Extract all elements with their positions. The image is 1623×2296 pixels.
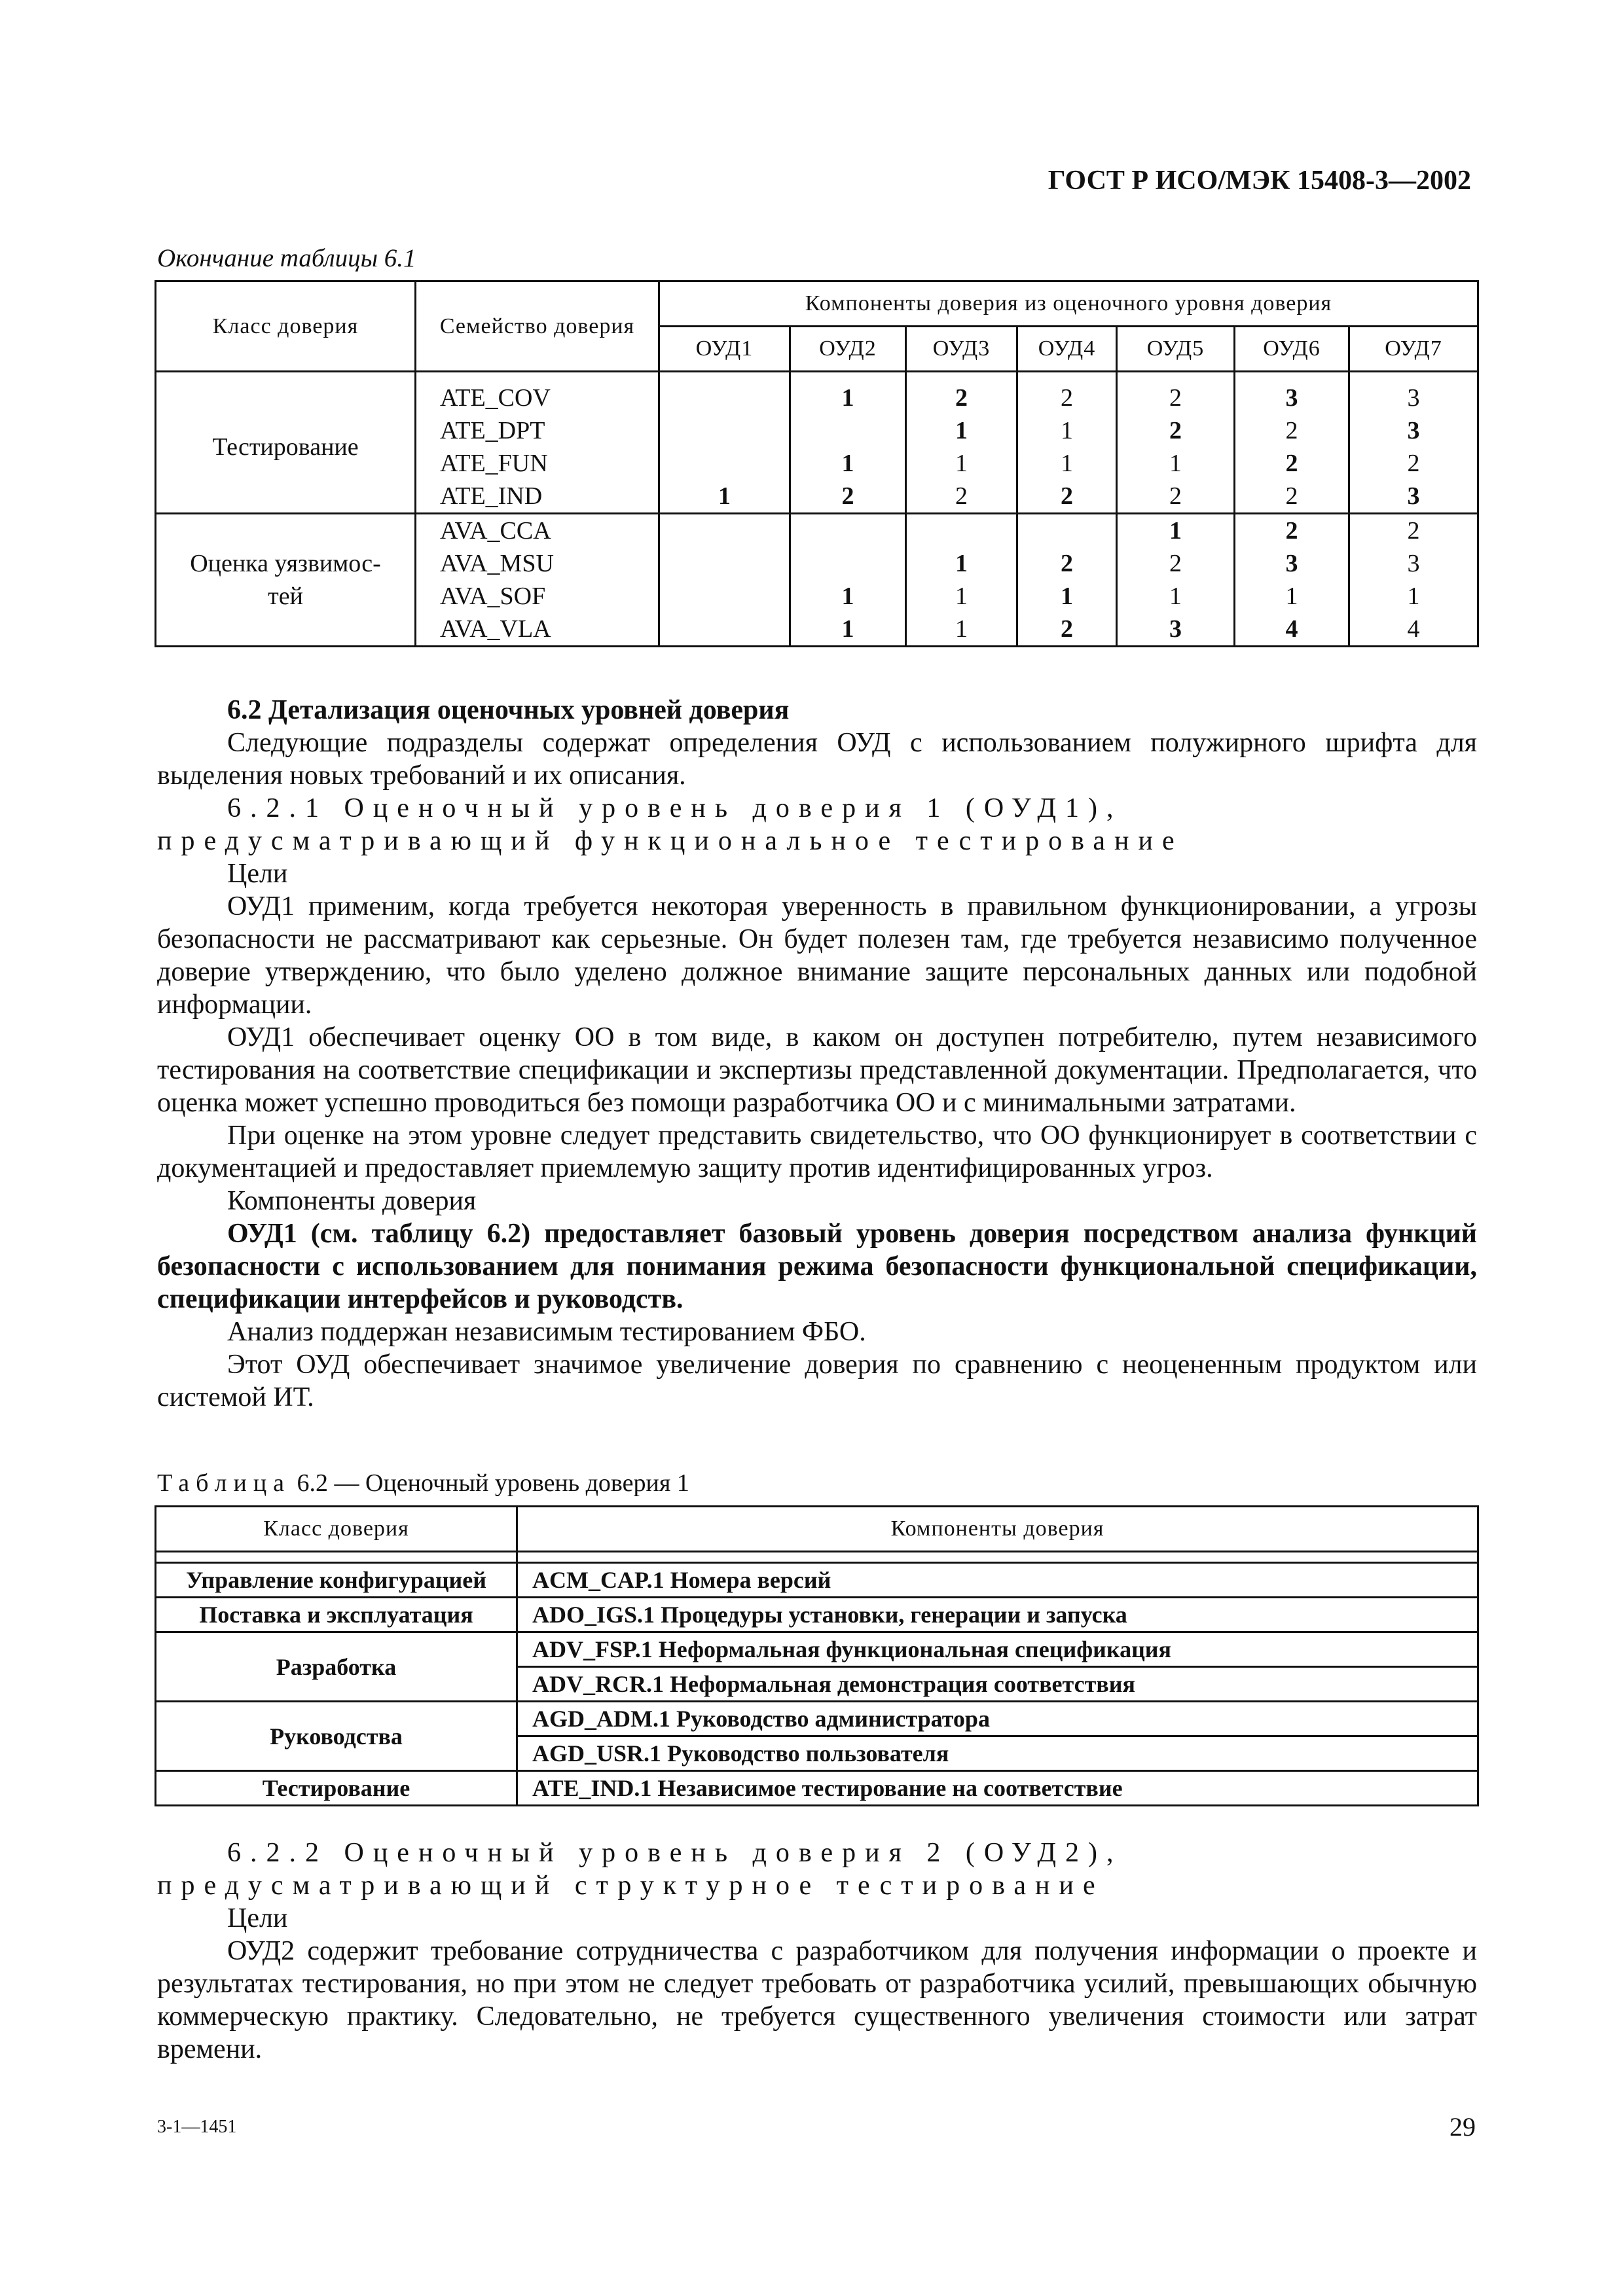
assurance-class: Тестирование: [156, 382, 416, 514]
component-level-cell: 4: [1235, 613, 1349, 647]
components-label: Компоненты доверия: [227, 1186, 477, 1216]
table-row: [156, 1563, 1478, 1598]
col-header-level: ОУД6: [1235, 327, 1349, 372]
assurance-family: AVA_CCA: [416, 514, 659, 548]
running-header: ГОСТ Р ИСО/МЭК 15408-3—2002: [1048, 166, 1471, 196]
table-title-rest: 6.2 — Оценочный уровень доверия 1: [297, 1469, 689, 1497]
table-6-2: [155, 1505, 1479, 1806]
assurance-family: AVA_MSU: [416, 547, 659, 580]
component-level-cell: 1: [1349, 580, 1478, 613]
component-level-cell: 2: [906, 480, 1017, 514]
component-level-cell: 1: [906, 447, 1017, 480]
table-6-2-title: [157, 1469, 689, 1498]
col-header-components: Компоненты доверия из оценочного уровня доверия: [659, 281, 1478, 327]
paragraph: Этот ОУД обеспечивает значимое увеличение доверия по сравнению с неоцененным продуктом или системой ИТ.: [157, 1350, 1477, 1412]
component-level-cell: 4: [1349, 613, 1478, 647]
component-level-cell: 2: [906, 382, 1017, 414]
component-level-cell: 2: [1017, 480, 1117, 514]
component-level-cell: [659, 447, 790, 480]
component-level-cell: 1: [906, 580, 1017, 613]
component-level-cell: 3: [1349, 547, 1478, 580]
paragraph: При оценке на этом уровне следует представить свидетельство, что ОО функционирует в соответствии с документацией и предоставляет приемлемую защиту против идентифицированных угроз.: [157, 1121, 1477, 1183]
intro-paragraph: Следующие подразделы содержат определения ОУД с использованием полужирного шрифта для выделения новых требований и их описания.: [157, 728, 1477, 791]
assurance-family: AVA_VLA: [416, 613, 659, 647]
component-level-cell: 2: [1235, 514, 1349, 548]
paragraph: ОУД1 применим, когда требуется некоторая уверенность в правильном функционировании, а угрозы безопасности не рассматривают как серьезные. Он будет полезен там, где требуется независимо полученное доверие утверждению, что было уделено должное внимание защите персональных данных или подобной информации.: [157, 891, 1477, 1020]
component-level-cell: 1: [790, 447, 906, 480]
component-level-cell: 1: [1117, 580, 1235, 613]
component-level-cell: 1: [659, 480, 790, 514]
col-header-family: Семейство доверия: [416, 281, 659, 372]
component-level-cell: 3: [1235, 382, 1349, 414]
assurance-class: Поставка и эксплуатация: [156, 1598, 517, 1632]
component-level-cell: 2: [1235, 480, 1349, 514]
col-header-class: Класс доверия: [156, 1507, 517, 1552]
component-level-cell: [790, 514, 906, 548]
assurance-family: ATE_FUN: [416, 447, 659, 480]
paragraph: ОУД1 обеспечивает оценку ОО в том виде, в каком он доступен потребителю, путем независимого тестирования на соответствие спецификации и экспертизы представленной документации. Предполагается, что оценка может успешно проводиться без помощи разработчика ОО и с минимальными затратами.: [157, 1022, 1477, 1118]
component-level-cell: 2: [1017, 382, 1117, 414]
component-level-cell: 1: [906, 414, 1017, 447]
component-level-cell: 3: [1235, 547, 1349, 580]
assurance-class: Разработка: [156, 1632, 517, 1702]
component-level-cell: 3: [1349, 414, 1478, 447]
component-level-cell: 1: [790, 580, 906, 613]
component-level-cell: [659, 514, 790, 548]
table-row: [156, 514, 1478, 548]
component-level-cell: 2: [1235, 414, 1349, 447]
assurance-component: ACM_CAP.1 Номера версий: [517, 1563, 1478, 1598]
component-level-cell: [906, 514, 1017, 548]
assurance-component: AGD_ADM.1 Руководство администратора: [517, 1702, 1478, 1736]
table-row: [156, 382, 1478, 414]
assurance-component: ADO_IGS.1 Процедуры установки, генерации и запуска: [517, 1598, 1478, 1632]
goals-label: Цели: [227, 1903, 288, 1933]
paragraph: ОУД2 содержит требование сотрудничества с разработчиком для получения информации о проекте и результатах тестирования, но при этом не следует требовать от разработчика усилий, превышающих обычную коммерческую практику. Следовательно, не требуется существенного увеличения стоимости или затрат времени.: [157, 1936, 1477, 2064]
paragraph: Анализ поддержан независимым тестированием ФБО.: [227, 1317, 866, 1347]
component-level-cell: 2: [1017, 547, 1117, 580]
component-level-cell: 3: [1349, 480, 1478, 514]
component-level-cell: 1: [906, 613, 1017, 647]
col-header-level: ОУД7: [1349, 327, 1478, 372]
component-level-cell: [659, 382, 790, 414]
print-code: 3-1—1451: [157, 2117, 237, 2137]
component-level-cell: 1: [1017, 414, 1117, 447]
table-row: [156, 1702, 1478, 1736]
component-level-cell: 1: [1017, 447, 1117, 480]
component-level-cell: 1: [1117, 447, 1235, 480]
component-level-cell: [659, 613, 790, 647]
table-row: [156, 1598, 1478, 1632]
col-header-level: ОУД1: [659, 327, 790, 372]
assurance-component: ATE_IND.1 Независимое тестирование на соответствие: [517, 1771, 1478, 1806]
component-level-cell: 2: [1349, 514, 1478, 548]
table-title-prefix: Таблица: [157, 1469, 291, 1497]
component-level-cell: [659, 580, 790, 613]
component-level-cell: 3: [1117, 613, 1235, 647]
page-number: 29: [1450, 2112, 1476, 2142]
col-header-components: Компоненты доверия: [517, 1507, 1478, 1552]
component-level-cell: 1: [1235, 580, 1349, 613]
col-header-class: Класс доверия: [156, 281, 416, 372]
component-level-cell: 2: [1117, 382, 1235, 414]
table-row: [156, 1632, 1478, 1667]
assurance-component: ADV_RCR.1 Неформальная демонстрация соответствия: [517, 1667, 1478, 1702]
component-level-cell: 2: [1117, 480, 1235, 514]
table-6-1-continuation-caption: Окончание таблицы 6.1: [157, 244, 416, 272]
component-level-cell: 2: [790, 480, 906, 514]
col-header-level: ОУД2: [790, 327, 906, 372]
component-level-cell: 2: [1117, 414, 1235, 447]
component-level-cell: [1017, 514, 1117, 548]
subsection-6-2-2-title: 6.2.2 Оценочный уровень доверия 2 (ОУД2), предусматривающий структурное тестирование: [157, 1838, 1123, 1901]
component-level-cell: 2: [1235, 447, 1349, 480]
assurance-component: ADV_FSP.1 Неформальная функциональная спецификация: [517, 1632, 1478, 1667]
component-level-cell: 2: [1349, 447, 1478, 480]
assurance-family: ATE_COV: [416, 382, 659, 414]
component-level-cell: 1: [790, 613, 906, 647]
component-level-cell: 3: [1349, 382, 1478, 414]
assurance-class: Оценка уязвимос- тей: [156, 514, 416, 647]
assurance-family: AVA_SOF: [416, 580, 659, 613]
section-6-2: [157, 694, 1477, 1414]
component-level-cell: [790, 547, 906, 580]
col-header-level: ОУД3: [906, 327, 1017, 372]
component-level-cell: 1: [790, 382, 906, 414]
subsection-6-2-1-title: 6.2.1 Оценочный уровень доверия 1 (ОУД1), предусматривающий функциональное тестирование: [157, 793, 1184, 856]
table-row: [156, 1771, 1478, 1806]
table-6-1: [155, 280, 1479, 647]
assurance-component: AGD_USR.1 Руководство пользователя: [517, 1736, 1478, 1771]
section-heading: 6.2 Детализация оценочных уровней доверия: [227, 695, 790, 725]
component-level-cell: 2: [1017, 613, 1117, 647]
assurance-class: Руководства: [156, 1702, 517, 1771]
component-level-cell: 1: [906, 547, 1017, 580]
bold-paragraph: ОУД1 (см. таблицу 6.2) предоставляет базовый уровень доверия посредством анализа функций безопасности с использованием для понимания режима безопасности функциональной спецификации, спецификации интерфейсов и руководств.: [157, 1219, 1477, 1314]
assurance-class: Тестирование: [156, 1771, 517, 1806]
goals-label: Цели: [227, 859, 288, 889]
component-level-cell: 1: [1117, 514, 1235, 548]
col-header-level: ОУД4: [1017, 327, 1117, 372]
assurance-family: ATE_DPT: [416, 414, 659, 447]
section-6-2-2: [157, 1837, 1477, 2066]
assurance-class: Управление конфигурацией: [156, 1563, 517, 1598]
assurance-family: ATE_IND: [416, 480, 659, 514]
component-level-cell: 2: [1117, 547, 1235, 580]
component-level-cell: [659, 547, 790, 580]
component-level-cell: [790, 414, 906, 447]
component-level-cell: 1: [1017, 580, 1117, 613]
col-header-level: ОУД5: [1117, 327, 1235, 372]
component-level-cell: [659, 414, 790, 447]
